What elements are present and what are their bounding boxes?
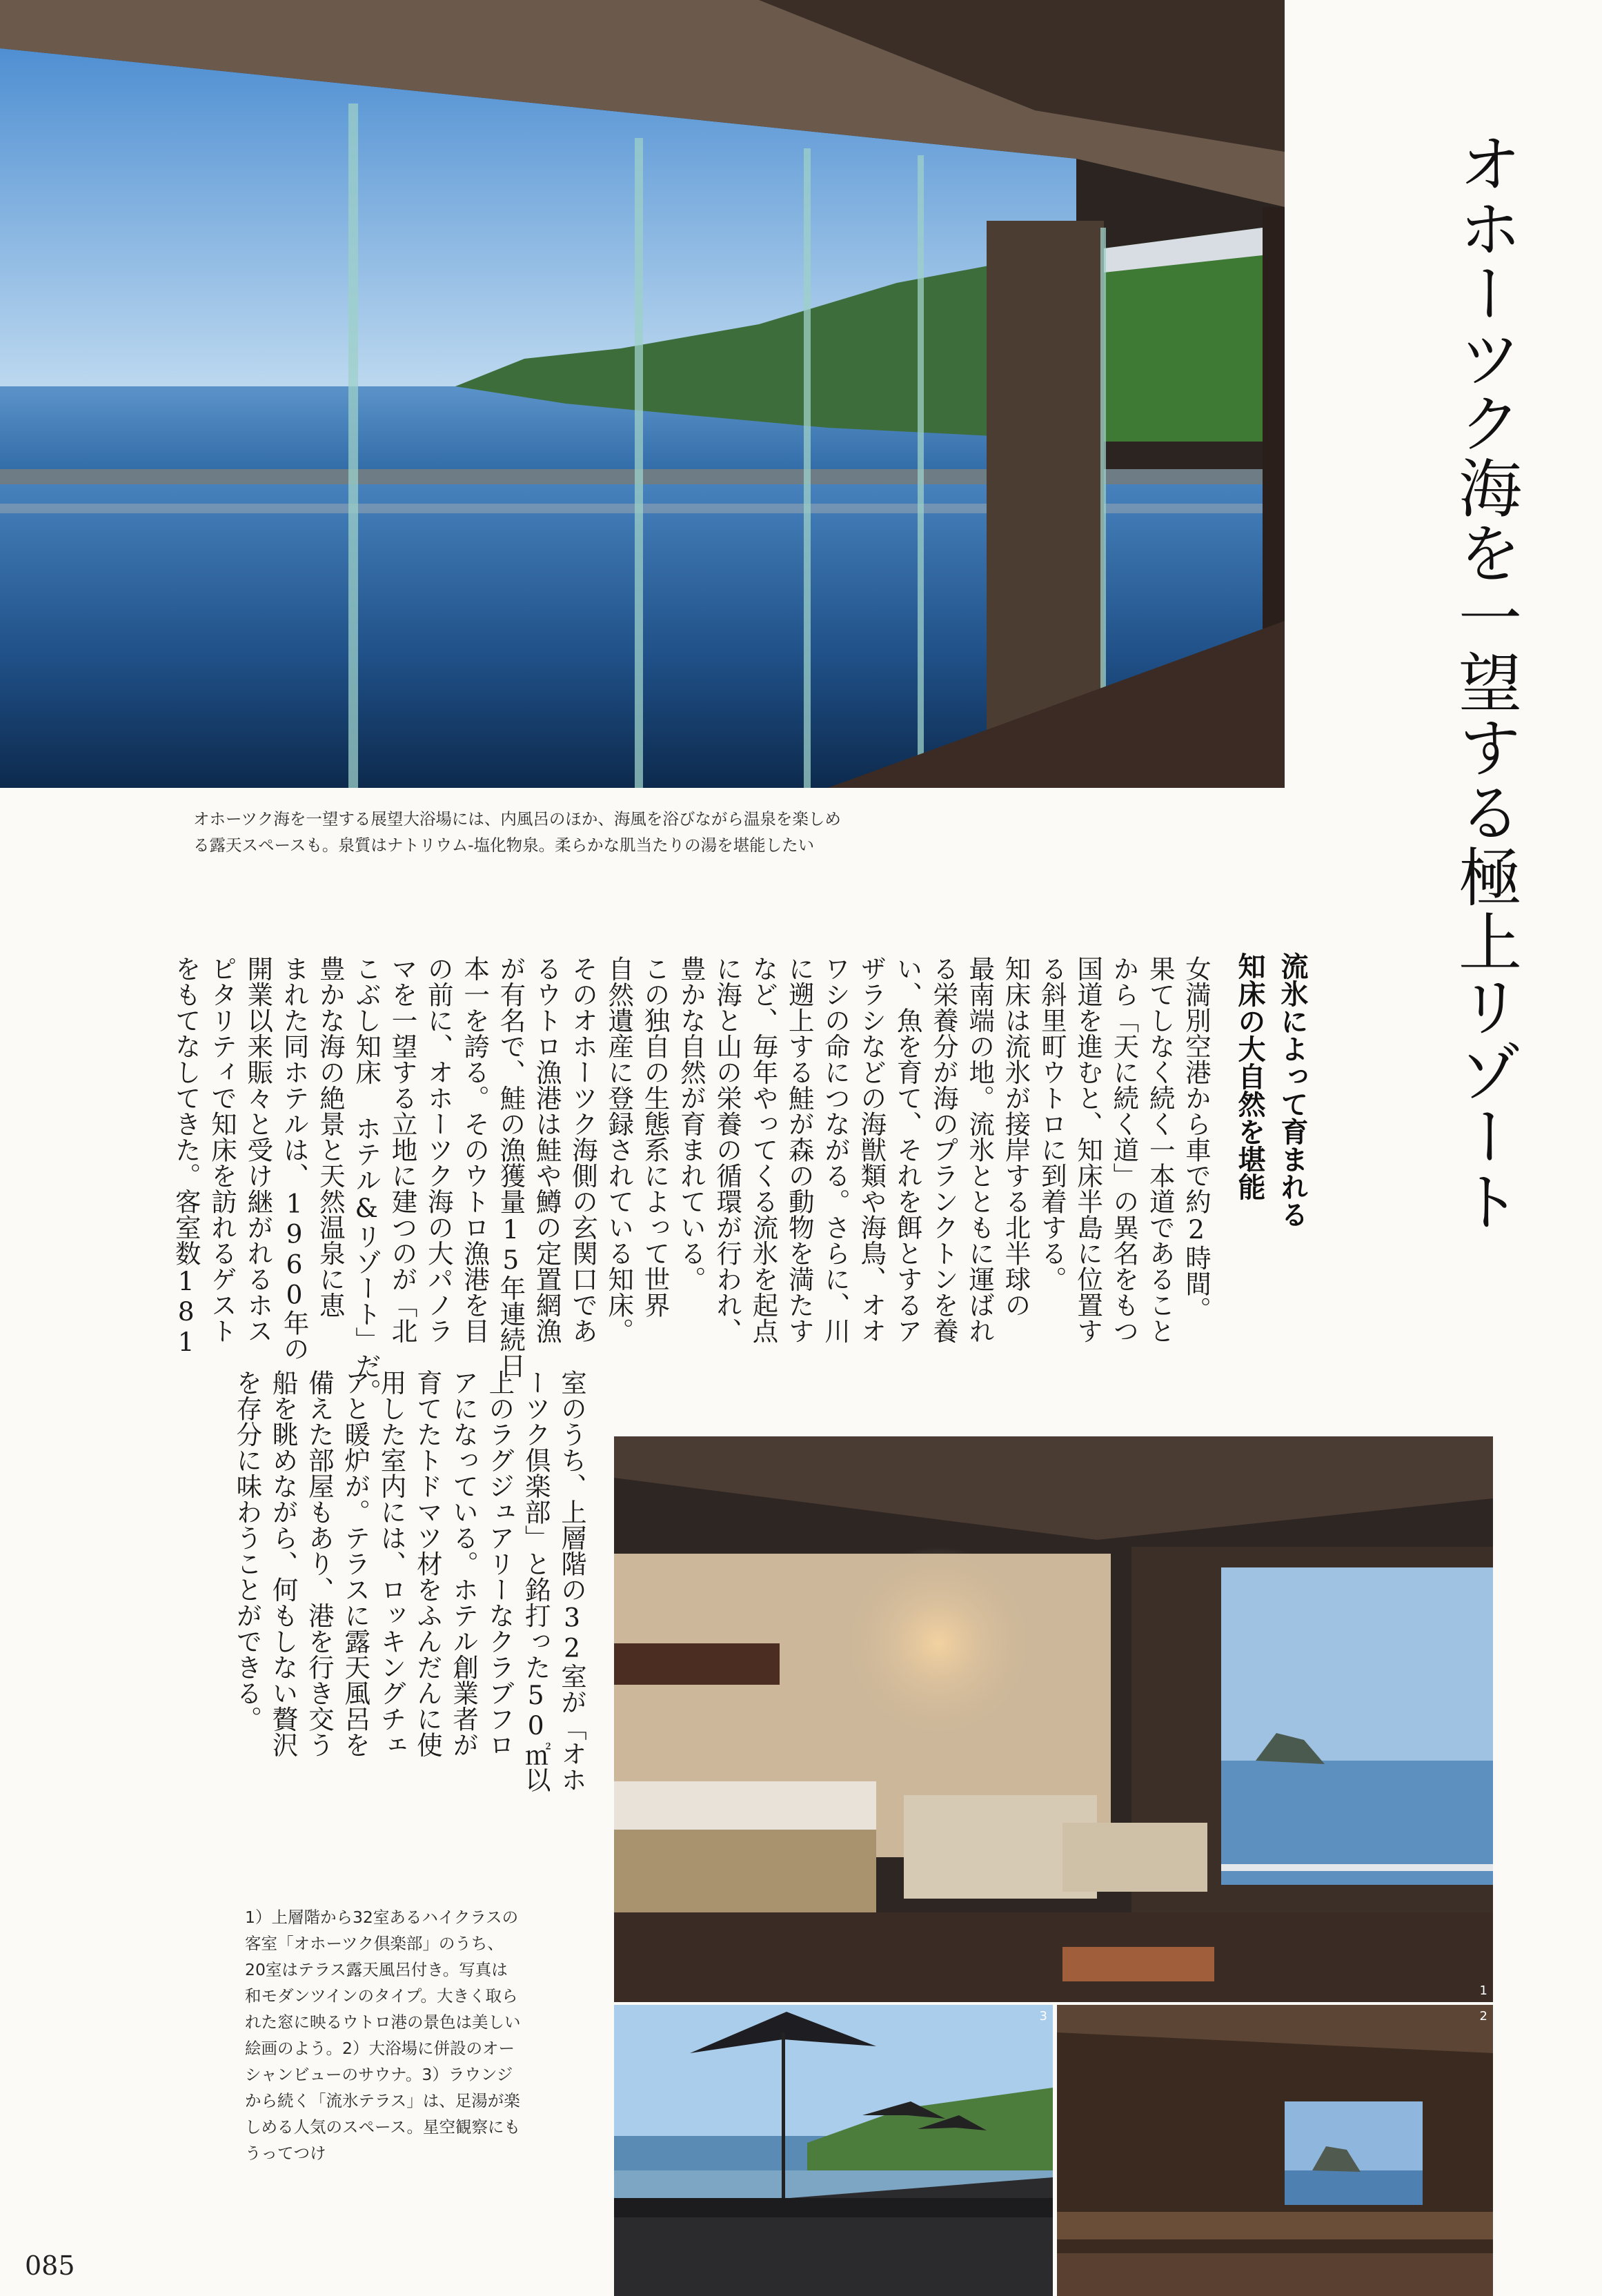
body-line: 女満別空港から車で約2時間。 [1181, 956, 1212, 1323]
photo-number: 3 [1039, 2009, 1047, 2023]
body-line: 豊かな海の絶景と天然温泉に恵 [315, 956, 346, 1318]
room-photo-image [614, 1436, 1493, 2002]
body-line: ワシの命につながる。さらに、川 [820, 956, 851, 1344]
body-line: から「天に続く道」の異名をもつ [1109, 956, 1140, 1344]
body-line: この独自の生態系によって世界 [640, 956, 671, 1318]
body-line: こぶし知床 ホテル&リゾート」だ。 [351, 956, 382, 1405]
sauna-photo [1057, 2005, 1493, 2296]
caption-line: る露天スペースも。泉質はナトリウム-塩化物泉。柔らかな肌当たりの湯を堪能したい [193, 835, 815, 855]
body-line: 豊かな自然が育まれている。 [675, 956, 706, 1292]
body-text-upper [148, 956, 1214, 1405]
caption-line: れた窓に映るウトロ港の景色は美しい [245, 2012, 521, 2032]
caption-line: 1）上層階から32室あるハイクラスの [245, 1908, 519, 1927]
body-line: 室のうち、上層階の32室が「オホ [557, 1369, 587, 1792]
body-line: が有名で、鮭の漁獲量15年連続日 [495, 956, 526, 1378]
body-line: る斜里町ウトロに到着する。 [1036, 956, 1067, 1292]
body-line: まれた同ホテルは、1960年の [279, 956, 310, 1362]
body-line: に海と山の栄養の循環が行われ、 [712, 956, 743, 1344]
body-line: アになっている。ホテル創業者が [448, 1369, 479, 1758]
caption-line: オホーツク海を一望する展望大浴場には、内風呂のほか、海風を浴びながら温泉を楽しめ [193, 809, 841, 829]
body-line: 最南端の地。流氷とともに運ばれ [965, 956, 996, 1344]
body-line: るウトロ漁港は鮭や鱒の定置網漁 [531, 956, 562, 1344]
body-line: を存分に味わうことができる。 [232, 1369, 263, 1732]
subtitle-line: 知床の大自然を堪能 [1234, 952, 1266, 1200]
terrace-photo [614, 2005, 1053, 2296]
body-line: い、魚を育て、それを餌とするア [892, 956, 923, 1344]
body-line: の前に、オホーツク海の大パノラ [423, 956, 454, 1344]
sauna-photo-image [1057, 2005, 1493, 2296]
body-line: そのオホーツク海側の玄関口であ [567, 956, 598, 1344]
body-line: 備えた部屋もあり、港を行き交う [304, 1369, 335, 1758]
body-line: 本一を誇る。そのウトロ漁港を目 [459, 956, 491, 1344]
body-line: 知床は流氷が接岸する北半球の [1000, 956, 1031, 1318]
room-photos-caption [245, 1904, 562, 2166]
caption-line: から続く「流氷テラス」は、足湯が楽 [245, 2091, 520, 2110]
body-line: 育てたトドマツ材をふんだんに使 [412, 1369, 443, 1758]
caption-line: シャンビューのサウナ。3）ラウンジ [245, 2065, 513, 2084]
bath-photo-caption [193, 806, 911, 858]
caption-line: 客室「オホーツク倶楽部」のうち、 [245, 1934, 504, 1953]
article-subtitle [1225, 952, 1314, 1242]
caption-line: 和モダンツインのタイプ。大きく取ら [245, 1986, 518, 2006]
body-line: に遡上する鮭が森の動物を満たす [784, 956, 815, 1344]
bath-photo [0, 0, 1285, 788]
caption-line: 絵画のよう。2）大浴場に併設のオー [245, 2039, 515, 2058]
terrace-photo-image [614, 2005, 1053, 2296]
room-photo [614, 1436, 1493, 2002]
body-line: をもてなしてきた。客室数181 [170, 956, 201, 1357]
body-line: ザラシなどの海獣類や海鳥、オオ [856, 956, 887, 1344]
body-line: ーツク倶楽部」と銘打った50㎡以 [520, 1369, 551, 1792]
article-title: オホーツク海を一望する極上リゾート [1448, 131, 1522, 1234]
body-line: ピタリティで知床を訪れるゲスト [206, 956, 237, 1344]
body-line: 用した室内には、ロッキングチェ [376, 1369, 407, 1758]
photo-number: 2 [1479, 2009, 1487, 2023]
body-line: 開業以来賑々と受け継がれるホス [243, 956, 274, 1344]
body-line: る栄養分が海のプランクトンを養 [928, 956, 959, 1344]
caption-line: 20室はテラス露天風呂付き。写真は [245, 1960, 508, 1979]
photo-number: 1 [1479, 1983, 1487, 1998]
body-line: 上のラグジュアリーなクラブフロ [484, 1369, 515, 1758]
body-line: 船を眺めながら、何もしない贅沢 [268, 1369, 299, 1758]
body-line: など、毎年やってくる流氷を起点 [748, 956, 779, 1344]
body-line: 国道を進むと、知床半島に位置す [1073, 956, 1104, 1344]
bath-photo-image [0, 0, 1285, 788]
page-number: 085 [25, 2250, 75, 2281]
body-line: アと暖炉が。テラスに露天風呂を [340, 1369, 371, 1758]
body-line: 果てしなく続く一本道であること [1145, 956, 1176, 1344]
subtitle-line: 流氷によって育まれる [1276, 952, 1309, 1228]
body-text-lower [148, 1369, 590, 1792]
body-line: 自然遺産に登録されている知床。 [604, 956, 635, 1344]
caption-line: しめる人気のスペース。星空観察にも [245, 2117, 521, 2137]
body-line: マを一望する立地に建つのが「北 [387, 956, 418, 1344]
caption-line: うってつけ [245, 2144, 326, 2163]
